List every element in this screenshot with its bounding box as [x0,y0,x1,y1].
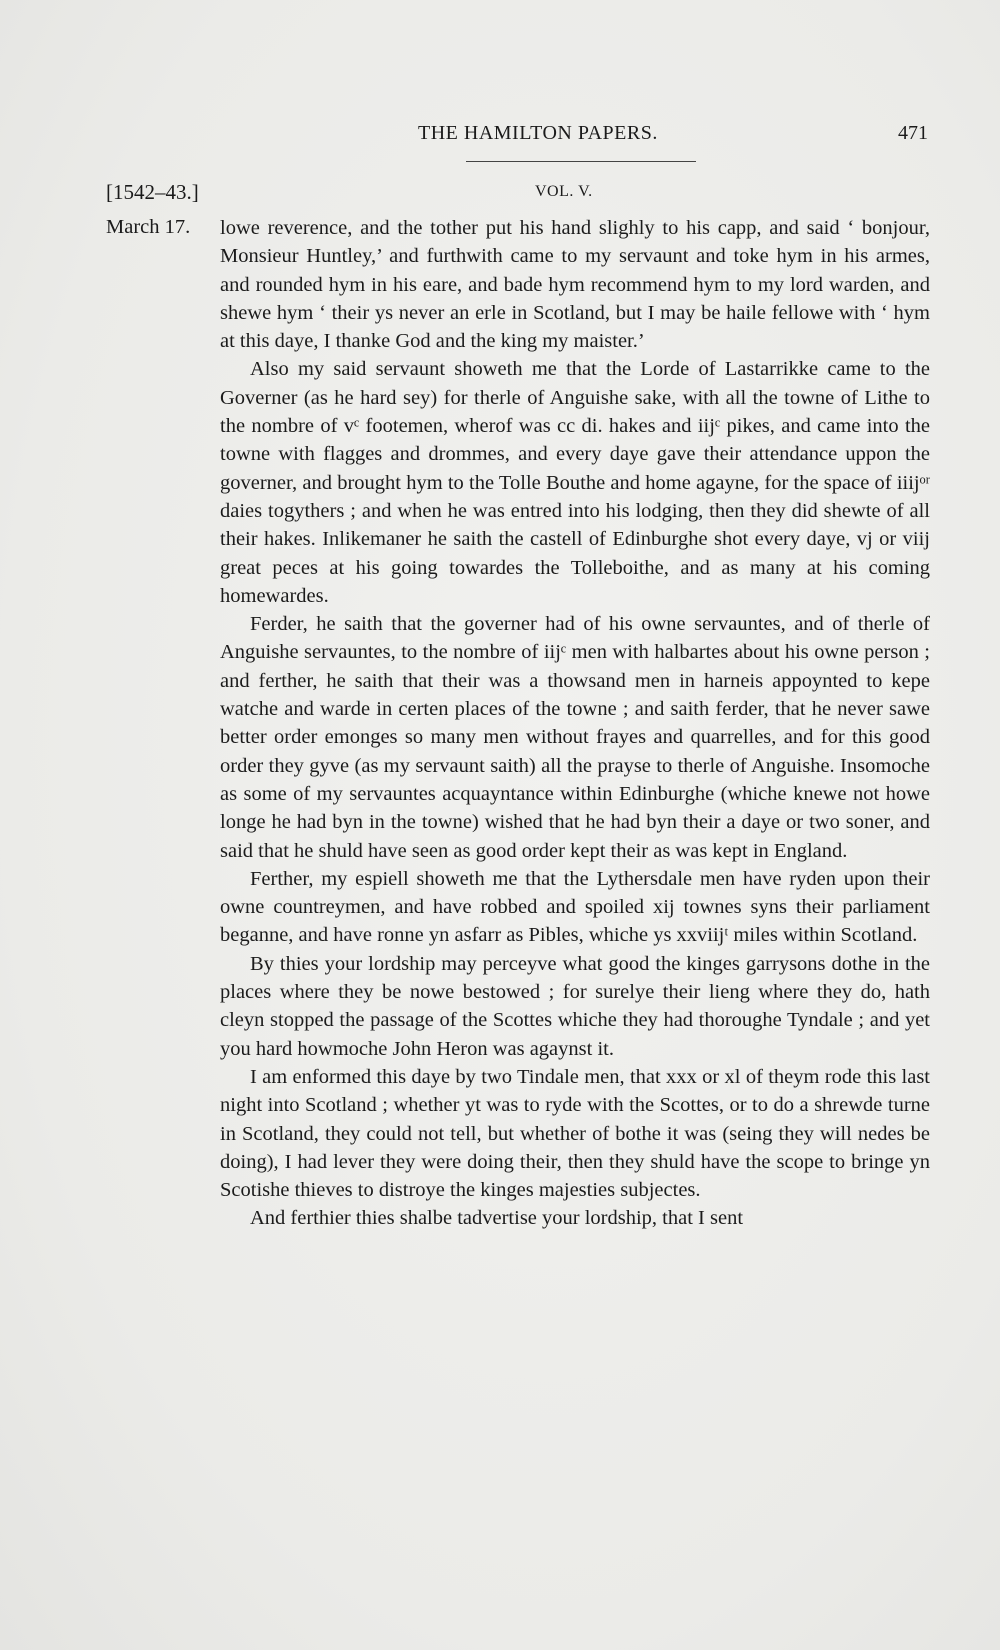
margin-date: March 17. [106,216,191,238]
body-text [220,214,930,1233]
paragraph: Also my said servaunt showeth me that the Lorde of Lastarrikke came to the Governer (as he hard sey) for therle of Anguishe sake, with all the towne of Lithe to the nombre of vᶜ footemen, wherof was cc di. hakes and iijᶜ pikes, and came into the towne with flagges and drommes, and every daye gave their attendance uppon the governer, and brought hym to the Tolle Bouthe and home agayne, for the space of iiijᵒʳ daies togythers ; and when he was entred into his lodging, then they did shewte of all their hakes. Inlikemaner he saith the castell of Edinburghe shot every daye, vj or viij great peces at his going towardes the Tolleboithe, and as many at his coming homewardes. [220,358,930,607]
paragraph: Ferder, he saith that the governer had of his owne servauntes, and of therle of Anguishe servauntes, to the nombre of iijᶜ men with halbartes about his owne person ; and ferther, he saith that their was a thowsand men in harneis appoynted to kepe watche and warde in certen places of the towne ; and saith ferder, that he never sawe better order emonges so many men without frayes and quarrelles, and for this good order they gyve (as my servaunt saith) all the prayse to therle of Anguishe. Insomoche as some of my servauntes acquayntance within Edinburghe (whiche knewe not howe longe he had byn in the towne) wished that he had byn their a daye or two soner, and said that he shuld have seen as good order kept their as was kept in England. [220,613,930,862]
running-title: THE HAMILTON PAPERS. [418,122,658,144]
paragraph: Ferther, my espiell showeth me that the Lythersdale men have ryden upon their owne countreymen, and have robbed and spoiled xij townes syns their parliament beganne, and have ronne yn asfarr as Pibles, whiche ys xxviijᵗ miles within Scotland. [220,867,930,947]
date-range: [1542–43.] [106,180,199,204]
paragraph: I am enformed this daye by two Tindale men, that xxx or xl of theym rode this last night into Scotland ; whether yt was to ryde with the Scottes, or to do a shrewde turne in Scotland, they could not tell, but whether of bothe it was (seing they will nedes be doing), I had lever they were doing their, then they shuld have the scope to bringe yn Scotishe thieves to distroye the kinges majesties subjectes. [220,1065,930,1202]
running-head [0,122,1000,156]
header-rule [466,161,696,162]
paragraph: And ferthier thies shalbe tadvertise your lordship, that I sent [250,1207,744,1230]
volume-label: VOL. V. [535,183,593,200]
paragraph: By thies your lordship may perceyve what good the kinges garrysons dothe in the places where they be nowe bestowed ; for surelye their lieng where they do, hath cleyn stopped the passage of the Scottes whiche they had thoroughe Tyndale ; and yet you hard howmoche John Heron was agaynst it. [220,952,930,1060]
paragraph: lowe reverence, and the tother put his hand slighly to his capp, and said ‘ bonjour, Monsieur Huntley,’ and furthwith came to my servaunt and toke hym in his armes, and rounded hym in his eare, and bade hym recommend hym to my lord warden, and shewe hym ‘ their ys never an erle in Scotland, but I may be haile fellowe with ‘ hym at this daye, I thanke God and the king my maister.’ [220,217,930,353]
page-number: 471 [898,122,928,144]
